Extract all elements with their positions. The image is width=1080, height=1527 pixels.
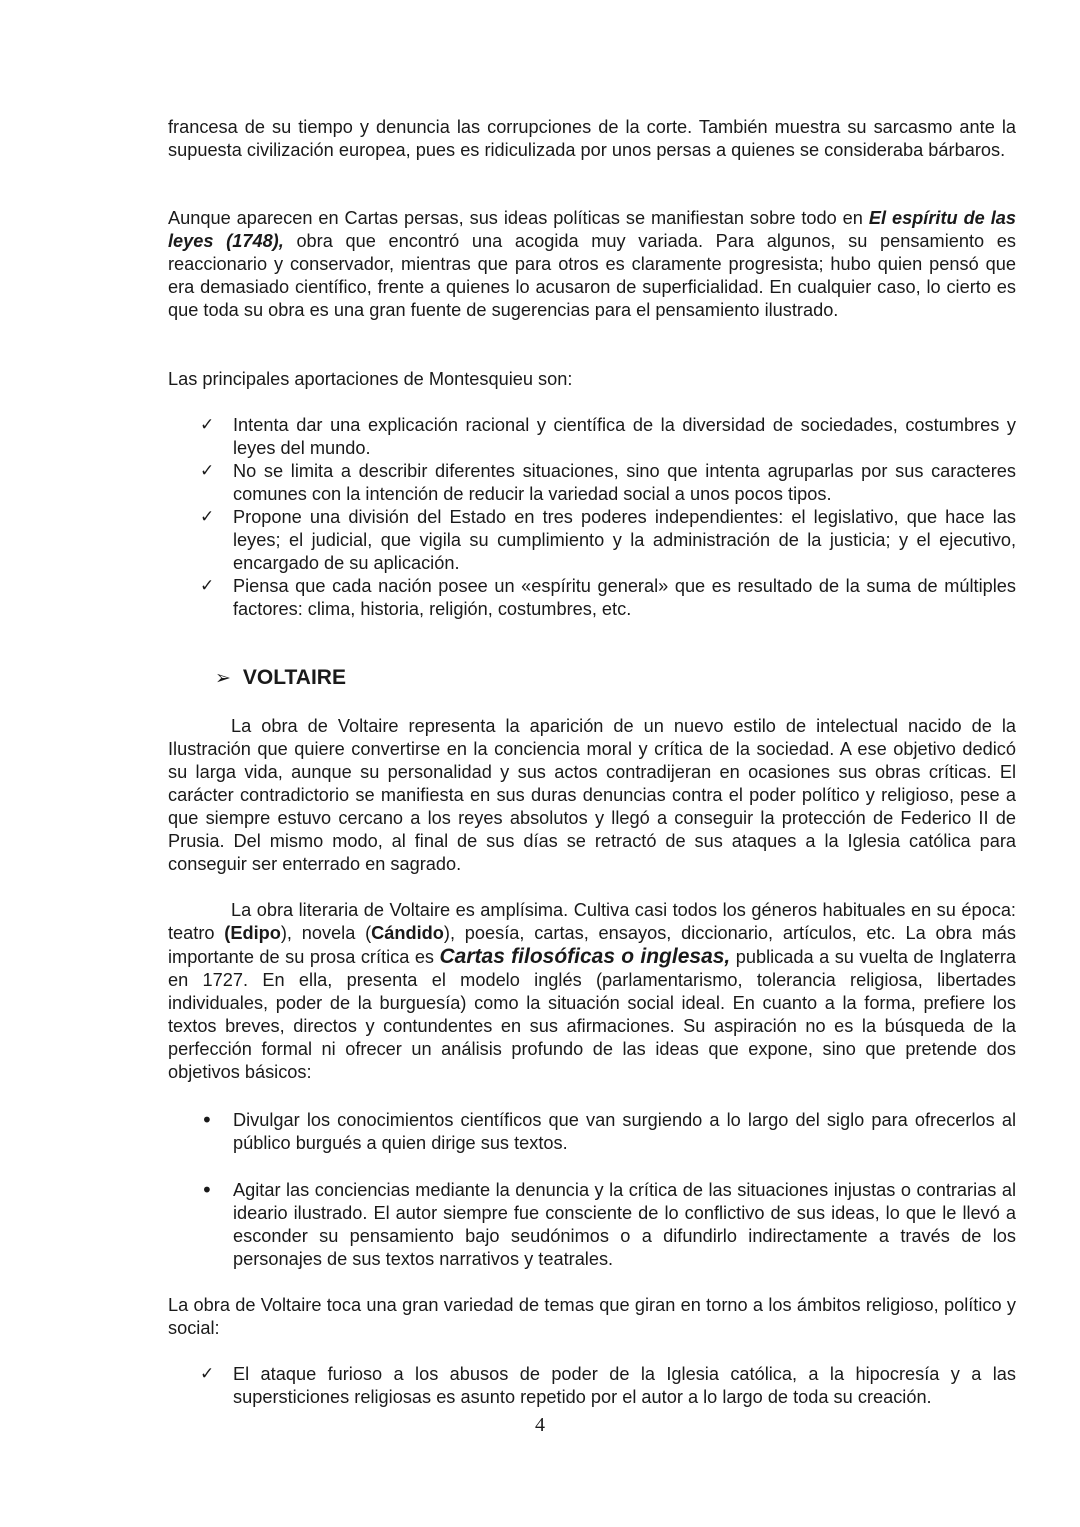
bullet-icon: •: [201, 1108, 213, 1132]
bullet-icon: •: [201, 1178, 213, 1202]
montesquieu-contributions-list: [168, 414, 1016, 621]
paragraph-espiritu-leyes: Aunque aparecen en Cartas persas, sus ideas políticas se manifiestan sobre todo en El espíritu de las leyes (1748), obra que encontró una acogida muy variada. Para algunos, su pensamiento es reaccionario y conservador, mientras que para otros es claramente progresista; hubo quien pensó que era demasiado científico, frente a quienes lo acusaron de superficialidad. En cualquier caso, lo cierto es que toda su obra es una gran fuente de sugerencias para el pensamiento ilustrado.: [168, 208, 1016, 320]
work-title-espiritu-leyes: El espíritu de las leyes (1748),: [168, 208, 1016, 251]
paragraph-cartas-persas-end: francesa de su tiempo y denuncia las corrupciones de la corte. También muestra su sarcasmo ante la supuesta civilización europea, pues es ridiculizada por unos persas a quienes se consideraba bárbaros.: [168, 117, 1016, 160]
paragraph-voltaire-temas: La obra de Voltaire toca una gran variedad de temas que giran en torno a los ámbitos religioso, político y social:: [168, 1295, 1016, 1338]
list-item: • Divulgar los conocimientos científicos que van surgiendo a lo largo del siglo para ofrecerlos al público burgués a quien dirige sus textos.: [201, 1108, 1016, 1153]
check-icon: ✓: [200, 461, 215, 481]
work-title-cartas-filosoficas: Cartas filosóficas o inglesas,: [439, 945, 731, 968]
list-item: ✓ Piensa que cada nación posee un «espíritu general» que es resultado de la suma de múltiples factores: clima, historia, religión, costumbres, etc.: [200, 576, 1016, 619]
voltaire-objectives-list: [168, 1109, 1016, 1271]
voltaire-themes-list: [168, 1363, 1016, 1409]
check-icon: ✓: [200, 507, 215, 527]
section-heading-voltaire: ➢ VOLTAIRE: [215, 666, 346, 689]
list-item: ✓ Propone una división del Estado en tres poderes independientes: el legislativo, que hace las leyes; el judicial, que vigila su cumplimiento y la administración de la justicia; y el ejecutivo, encargado de su aplicación.: [200, 507, 1016, 573]
arrow-bullet-icon: ➢: [215, 667, 231, 689]
list-item: ✓ El ataque furioso a los abusos de poder de la Iglesia católica, a la hipocresía y a las supersticiones religiosas es asunto repetido por el autor a lo largo de toda su creación.: [200, 1364, 1016, 1407]
check-icon: ✓: [200, 576, 215, 596]
work-title-candido: Cándido: [371, 923, 444, 943]
paragraph-voltaire-obra: La obra literaria de Voltaire es amplísima. Cultiva casi todos los géneros habituales en su época: teatro (Edipo), novela (Cándido), poesía, cartas, ensayos, diccionario, artículos, etc. La obra más importante de su prosa crítica es Cartas filosóficas o inglesas, publicada a su vuelta de Inglaterra en 1727. En ella, presenta el modelo inglés (parlamentarismo, tolerancia religiosa, libertades individuales, poder de la burguesía) como la situación social ideal. En cuanto a la forma, prefiere los textos breves, directos y contundentes en sus afirmaciones. Su aspiración no es la búsqueda de la perfección formal ni ofrecer un análisis profundo de las ideas que expone, sino que pretende dos objetivos básicos:: [168, 900, 1017, 1082]
list-item: ✓ Intenta dar una explicación racional y científica de la diversidad de sociedades, costumbres y leyes del mundo.: [200, 415, 1016, 458]
check-icon: ✓: [200, 1364, 215, 1384]
list-item: ✓ No se limita a describir diferentes situaciones, sino que intenta agruparlas por sus caracteres comunes con la intención de reducir la variedad social a unos pocos tipos.: [200, 461, 1016, 504]
list-item: • Agitar las conciencias mediante la denuncia y la crítica de las situaciones injustas o contrarias al ideario ilustrado. El autor siempre fue consciente de lo conflictivo de sus ideas, lo que le llevó a esconder su pensamiento bajo seudónimos o a difundirlo indirectamente a través de los personajes de sus textos narrativos y teatrales.: [201, 1178, 1016, 1269]
work-title-edipo: (Edipo: [224, 923, 281, 943]
page-number: 4: [535, 1414, 545, 1436]
paragraph-voltaire-intro: La obra de Voltaire representa la aparición de un nuevo estilo de intelectual nacido de la Ilustración que quiere convertirse en la conciencia moral y crítica de la sociedad. A ese objetivo dedicó su larga vida, aunque su personalidad y sus actos contradijeran en ocasiones sus obras críticas. El carácter contradictorio se manifiesta en sus duras denuncias contra el poder político y religioso, pese a que siempre estuvo cercano a los reyes absolutos y llegó a conseguir la protección de Federico II de Prusia. Del mismo modo, al final de sus días se retractó de sus ataques a la Iglesia católica para conseguir ser enterrado en sagrado.: [168, 716, 1016, 874]
paragraph-aportaciones-intro: Las principales aportaciones de Montesquieu son:: [168, 369, 573, 389]
check-icon: ✓: [200, 415, 215, 435]
